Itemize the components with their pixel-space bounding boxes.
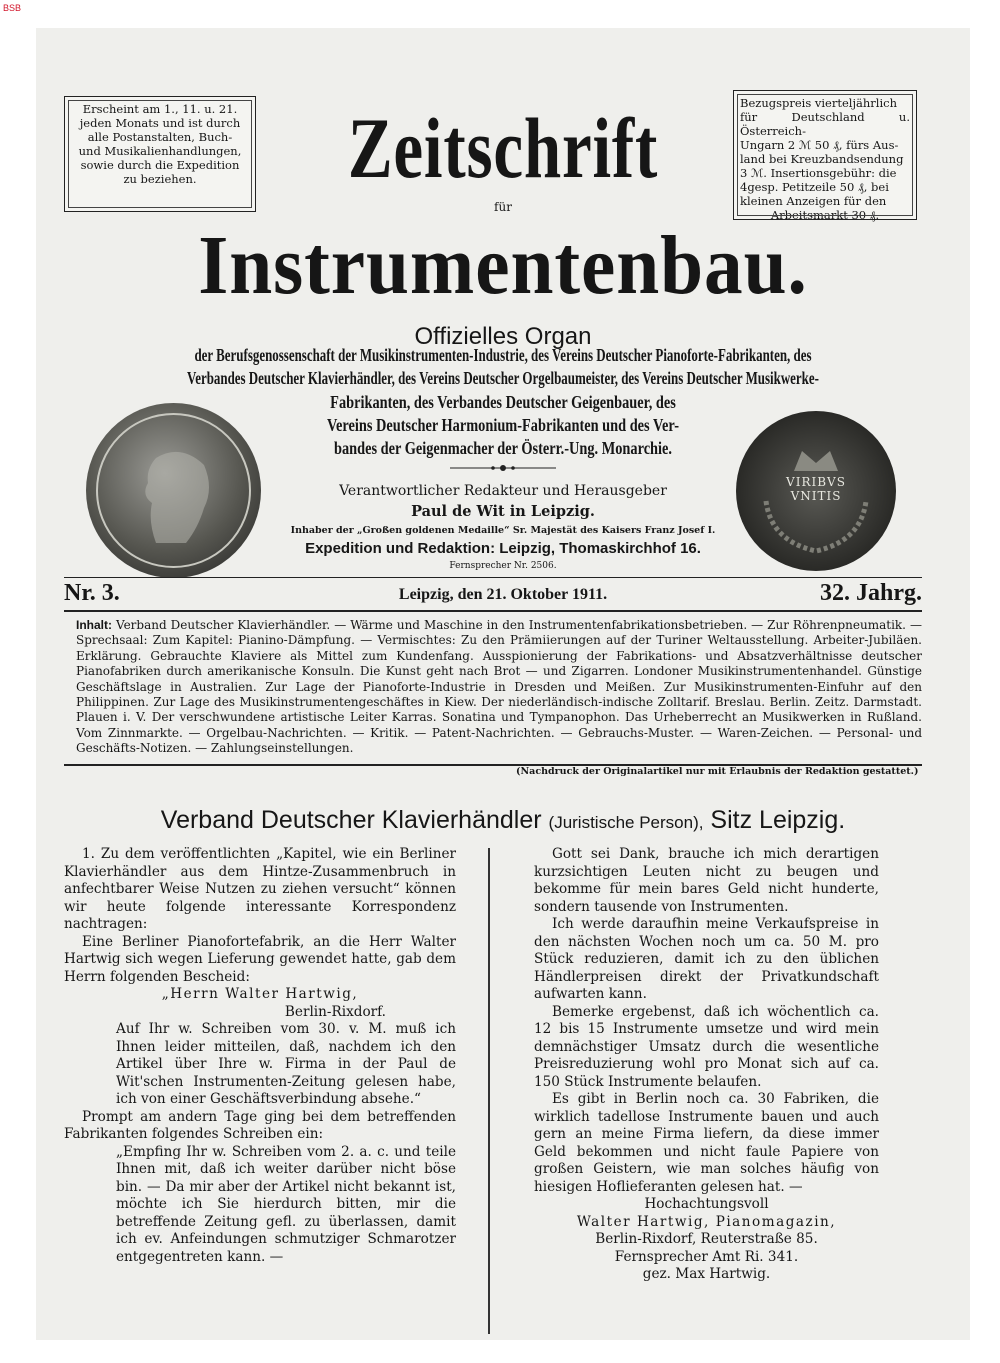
box-left-line: und Musikalienhandlungen, <box>78 144 242 158</box>
headline-legal-form: (Juristische Person), <box>548 813 704 832</box>
masthead-title-main: Instrumentenbau. <box>198 219 808 312</box>
box-left-line: jeden Monats und ist durch <box>79 116 241 130</box>
organ-line: Vereins Deutscher Harmonium-Fabrikanten und des Ver- <box>326 415 679 435</box>
paragraph: Es gibt in Berlin noch ca. 30 Fabriken, die wirklich tadellose Instrumente bauen und auch gern an meine Firma liefern, da diese immer Geld bekommen und nicht faule Papiere von großen Geistern, wie man solches häufig von hiesigen Hoflieferanten gelesen hat. — <box>534 1091 879 1195</box>
box-left-line: sowie durch die Expedition <box>80 158 240 172</box>
paragraph: Prompt am andern Tage ging bei dem betreffenden Fabrikanten folgendes Schreiben ein: <box>64 1108 456 1142</box>
table-of-contents <box>76 618 922 757</box>
reprint-note: (Nachdruck der Originalartikel nur mit Erlaubnis der Redaktion gestattet.) <box>516 766 919 777</box>
paragraph: Bemerke ergebenst, daß ich wöchentlich ca. 12 bis 15 Instrumente umsetze und wird mein demnächstiger Umsatz durch die wesentliche Preisreduzierung wohl pro Monat sich auf ca. 150 Stück Instrumente belaufen. <box>534 1003 879 1090</box>
organ-line: Verbandes Deutscher Klavierhändler, des Vereins Deutscher Orgelbaumeister, des Vereins Deutscher Musikwerke- <box>187 368 819 388</box>
box-right-line: Bezugspreis vierteljährlich <box>740 96 897 110</box>
paragraph: 1. Zu dem veröffentlichten „Kapitel, wie ein Berliner Klavierhändler aus dem Hintze-Zusammenbruch in anfechtbarer Weise Nutzen zu ziehen versucht“ können wir heute folgende interessante Korrespondenz nachtragen: <box>64 846 456 932</box>
signature-line: Berlin-Rixdorf, Reuterstraße 85. <box>595 1231 818 1247</box>
editor-name: Paul de Wit in Leipzig. <box>411 503 595 520</box>
article-headline <box>36 806 970 835</box>
quoted-letter: Auf Ihr w. Schreiben vom 30. v. M. muß ich Ihnen leider mitteilen, daß, nachdem ich den Artikel über Ihre w. Firma in der Paul de Wit'schen Instrumenten-Zeitung gelesen habe, ich von einer Geschäftsverbindung absehe.“ <box>116 1021 456 1107</box>
motto-line: VNITIS <box>790 489 842 503</box>
letter-address: Berlin-Rixdorf. <box>284 1003 386 1020</box>
quoted-letter: „Empfing Ihr w. Schreiben vom 2. a. c. und teile Ihnen mit, daß ich weiter darüber nicht böse bin. — Da mir aber der Artikel nicht bekannt ist, möchte ich Sie hierdurch bitten, mir die betreffende Zeitung gefl. zu überlassen, damit ich ev. Anfeindungen schmutziger Schmarotzer entgegentreten kann. — <box>116 1143 456 1265</box>
masthead-title-top: Zeitschrift <box>347 100 659 196</box>
signature-line: gez. Max Hartwig. <box>642 1266 771 1282</box>
masthead-fuer: für <box>494 200 512 214</box>
box-left-line: Erscheint am 1., 11. u. 21. <box>82 102 238 116</box>
issue-year: 32. Jahrg. <box>820 580 922 606</box>
headline-main: Verband Deutscher Klavierhändler <box>160 806 542 834</box>
paragraph: Ich werde daraufhin meine Verkaufspreise in den nächsten Wochen noch um ca. 50 M. pro Stück reduzieren, damit ich zu den üblichen Händlerpreisen direkt der Privatkundschaft aufwarten kann. <box>534 916 879 1002</box>
library-watermark: BSB <box>3 3 22 13</box>
box-left-line: zu beziehen. <box>123 172 197 186</box>
letter-addressee: „Herrn Walter Hartwig, <box>161 986 359 1002</box>
motto-line: VIRIBVS <box>786 475 846 489</box>
closing: Hochachtungsvoll <box>644 1196 769 1212</box>
paragraph: Eine Berliner Pianofortefabrik, an die Herr Walter Hartwig sich wegen Lieferung gewendet hatte, gab dem Herrn folgenden Bescheid: <box>64 933 456 985</box>
organ-line: der Berufsgenossenschaft der Musikinstrumenten-Industrie, des Vereins Deutscher Pianoforte-Fabrikanten, des <box>194 345 812 365</box>
paragraph: Gott sei Dank, brauche ich mich derartigen kurzsichtigen Leuten nicht zu beugen und bekomme für mein bares Geld nicht hunderte, sondern tausende von Instrumenten. <box>534 846 879 915</box>
box-right-line: land bei Kreuzbandsendung <box>740 152 904 166</box>
headline-seat: Sitz Leipzig. <box>710 806 846 834</box>
rule-under-issue <box>64 610 922 612</box>
column-divider <box>488 848 490 1334</box>
signature-line: Fernsprecher Amt Ri. 341. <box>614 1248 799 1265</box>
editor-medal-note: Inhaber der „Großen goldenen Medaille“ Sr. Majestät des Kaisers Franz Josef I. <box>290 525 716 536</box>
phone-number: Fernsprecher Nr. 2506. <box>449 561 557 571</box>
article-column-left <box>64 846 456 1266</box>
newspaper-page <box>36 28 970 1340</box>
toc-text: Verband Deutscher Klavierhändler. — Wärme und Maschine in den Instrumentenfabrikationsbetrieben. — Zur Röhrenpneumatik. — Sprechsaal: Zum Kapitel: Pianino-Dämpfung. — Vermischtes: Zu den Prämiierungen auf der Turiner Weltausstellung. Arbeiter-Jubiläen. Erklärung. Gebrauchte Klaviere als Mittel zum Kundenfang. Ausspionierung der Fabrikations- und Absatzverhältnisse deutscher Pianofabriken durch amerikanische Konsuln. Die Kunst geht nach Brot — und Zigarren. Londoner Musikinstrumentenhandel. Günstige Geschäftslage in Australien. Zur Lage der Pianoforte-Industrie in Dresden und Meißen. Zur Musikinstrumenten-Einfuhr auf den Philippinen. Zur Lage des Musikinstrumentengeschäftes in Kiew. Der niederländisch-indische Zolltarif. Breslau. Berlin. Zeitz. Darmstadt. Plauen i. V. Der verschwundene artistische Leiter Karras. Sonatina und Tympanophon. Das Urheberrecht an Musikwerken in Rußland. Vom Zinnmarkte. — Orgelbau-Nachrichten. — Kritik. — Patent-Nachrichten. — Gebrauchs-Muster. — Waren-Zeichen. — Personal- und Geschäfts-Notizen. — Zahlungseinstellungen. <box>76 618 922 756</box>
box-right-line: Ungarn 2 ℳ 50 ₰, fürs Aus- <box>740 138 899 152</box>
signature-line: Walter Hartwig, Pianomagazin, <box>576 1213 837 1230</box>
rule-top <box>64 577 922 578</box>
organ-line: Fabrikanten, des Verbandes Deutscher Geigenbauer, des <box>330 392 676 412</box>
box-left-line: alle Postanstalten, Buch- <box>87 130 233 144</box>
box-right-line: 4gesp. Petitzeile 50 ₰, bei <box>740 180 889 194</box>
toc-label: Inhalt: <box>76 618 112 632</box>
official-organ-heading: Offizielles Organ <box>414 323 592 350</box>
box-right-line: kleinen Anzeigen für den <box>740 194 887 208</box>
organ-line: bandes der Geigenmacher der Österr.-Ung. Monarchie. <box>333 438 672 458</box>
box-right-line: Arbeitsmarkt 30 ₰. <box>770 208 880 222</box>
issue-number: Nr. 3. <box>64 580 120 606</box>
editor-line: Verantwortlicher Redakteur und Herausgeber <box>339 483 667 499</box>
article-column-right <box>534 846 879 1284</box>
box-right-line: für Deutschland u. Österreich- <box>740 110 910 138</box>
ornament-divider <box>450 464 556 472</box>
box-right-line: 3 ℳ. Insertionsgebühr: die <box>740 166 897 180</box>
issue-date: Leipzig, den 21. Oktober 1911. <box>398 586 608 603</box>
editorial-address: Expedition und Redaktion: Leipzig, Thomaskirchhof 16. <box>305 540 701 557</box>
